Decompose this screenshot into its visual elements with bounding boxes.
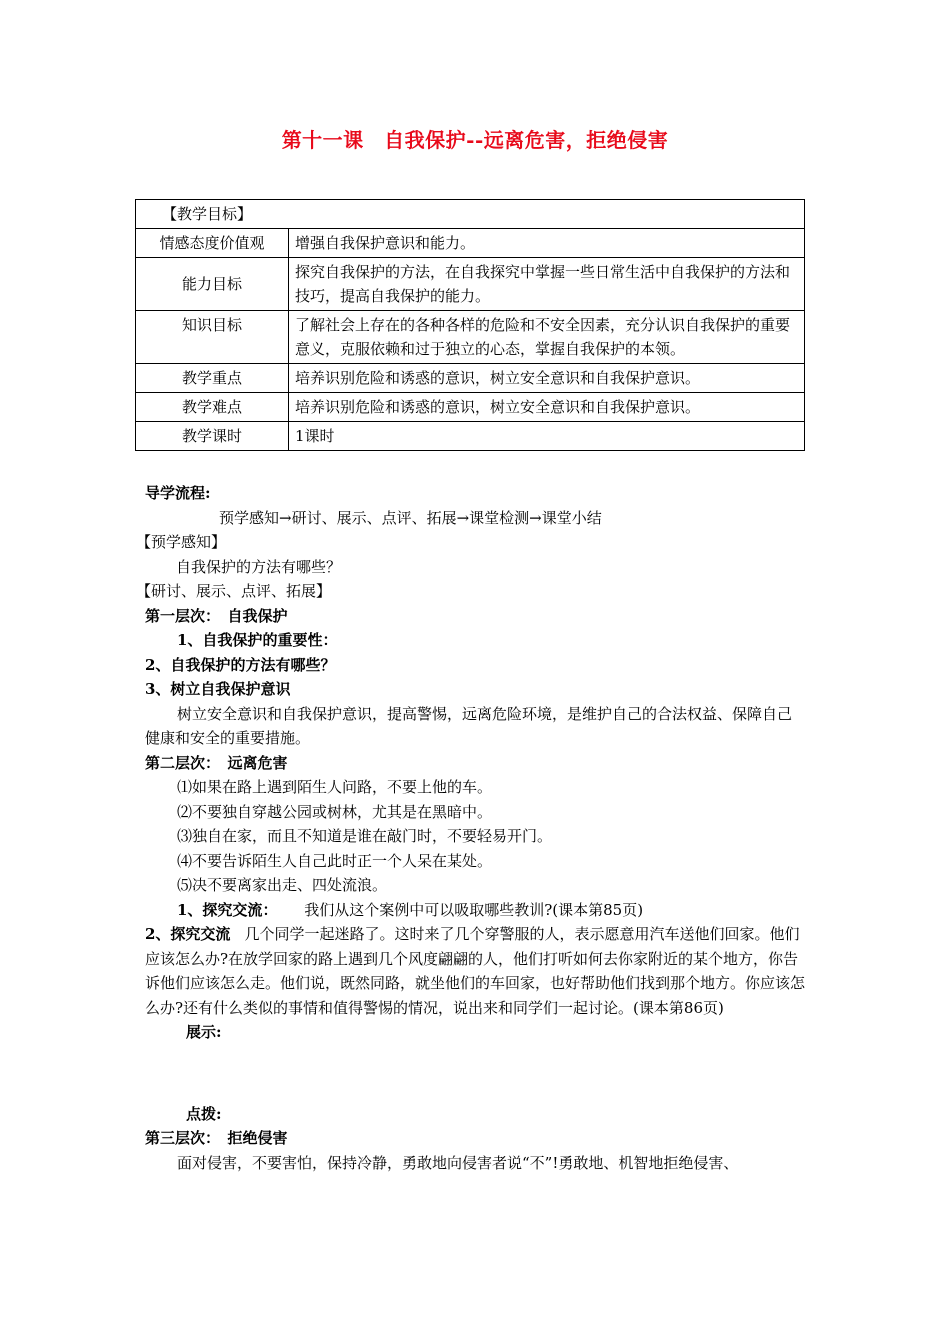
explore1-label: 1、探究交流： xyxy=(177,900,278,919)
level1-question: 2、自我保护的方法有哪些？ xyxy=(145,655,336,674)
row-content: 培养识别危险和诱惑的意识，树立安全意识和自我保护意识。 xyxy=(289,393,805,422)
table-row xyxy=(136,422,805,451)
list-item: ⑶独自在家，而且不知道是谁在敲门时，不要轻易开门。 xyxy=(177,827,553,845)
row-label: 教学难点 xyxy=(136,393,289,422)
explore2-label: 2、探究交流 xyxy=(145,925,231,943)
goals-header: 【教学目标】 xyxy=(162,205,253,223)
level1-heading: 第一层次： 自我保护 xyxy=(145,606,288,625)
row-label: 能力目标 xyxy=(136,258,289,311)
table-row xyxy=(136,311,805,364)
row-content: 1课时 xyxy=(289,422,805,451)
table-row xyxy=(136,200,805,229)
show-label: 展示: xyxy=(186,1023,222,1041)
table-row xyxy=(136,258,805,311)
row-content: 探究自我保护的方法，在自我探究中掌握一些日常生活中自我保护的方法和技巧，提高自我保护的能力。 xyxy=(289,258,805,311)
level3-heading: 第三层次： 拒绝侵害 xyxy=(145,1129,288,1147)
level1-question: 1、自我保护的重要性： xyxy=(177,631,338,649)
explore2 xyxy=(136,922,806,1020)
row-content: 增强自我保护意识和能力。 xyxy=(289,229,805,258)
row-content: 了解社会上存在的各种各样的危险和不安全因素，充分认识自我保护的重要意义，克服依赖和过于独立的心态，掌握自我保护的本领。 xyxy=(289,311,805,364)
row-label: 情感态度价值观 xyxy=(136,229,289,258)
explore1 xyxy=(136,898,806,923)
preview-question: 自我保护的方法有哪些？ xyxy=(176,557,342,576)
goals-table xyxy=(135,199,805,451)
list-item: ⑵不要独自穿越公园或树林，尤其是在黑暗中。 xyxy=(177,802,493,821)
table-row xyxy=(136,393,805,422)
level1-question: 3、树立自我保护意识 xyxy=(145,680,291,698)
table-header-cell xyxy=(136,200,805,229)
flow-heading: 导学流程: xyxy=(145,484,211,502)
row-label: 教学课时 xyxy=(136,422,289,451)
table-row xyxy=(136,364,805,393)
list-item: ⑸决不要离家出走、四处流浪。 xyxy=(177,876,388,894)
row-content: 培养识别危险和诱惑的意识，树立安全意识和自我保护意识。 xyxy=(289,364,805,393)
explore1-text: 我们从这个案例中可以吸取哪些教训?(课本第85页) xyxy=(304,900,644,919)
row-label: 教学重点 xyxy=(136,364,289,393)
level1-text: 树立安全意识和自我保护意识，提高警惕，远离危险环境，是维护自己的合法权益、保障自己健康和安全的重要措施。 xyxy=(145,704,793,747)
content-section xyxy=(136,530,806,1175)
flow-steps: 预学感知→研讨、展示、点评、拓展→课堂检测→课堂小结 xyxy=(219,508,602,527)
comment-label: 点拨: xyxy=(186,1104,222,1123)
level2-heading: 第二层次： 远离危害 xyxy=(145,753,288,772)
list-item: ⑷不要告诉陌生人自己此时正一个人呆在某处。 xyxy=(177,851,493,870)
flow-section xyxy=(145,481,815,530)
row-label: 知识目标 xyxy=(136,311,289,364)
explore2-text: 几个同学一起迷路了。这时来了几个穿警服的人，表示愿意用汽车送他们回家。他们应该怎么办?在放学回家的路上遇到几个风度翩翩的人，他们打听如何去你家附近的某个地方，你告诉他们应该怎么走。他们说，既然同路，就坐他们的车回家，也好帮助他们找到那个地方。你应该怎么办?还有什么类似的事情和值得警惕的情况，说出来和同学们一起讨论。(课本第86页) xyxy=(145,925,806,1017)
page-title: 第十一课 自我保护--远离危害，拒绝侵害 xyxy=(281,128,669,152)
table-row xyxy=(136,229,805,258)
spacer xyxy=(136,1045,806,1094)
list-item: ⑴如果在路上遇到陌生人问路，不要上他的车。 xyxy=(177,778,493,796)
level3-text: 面对侵害，不要害怕，保持冷静，勇敢地向侵害者说“不”!勇敢地、机智地拒绝侵害、 xyxy=(177,1153,739,1172)
discuss-heading: 【研讨、展示、点评、拓展】 xyxy=(136,582,332,600)
preview-heading: 【预学感知】 xyxy=(136,533,227,551)
